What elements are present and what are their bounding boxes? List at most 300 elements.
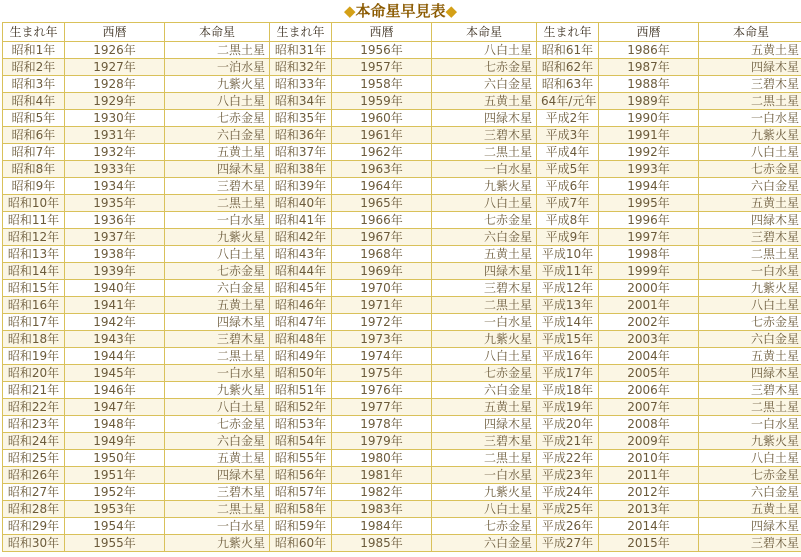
- star-cell: 三碧木星: [699, 535, 801, 552]
- western-year-cell: 1962年: [332, 144, 432, 161]
- birth-year-cell: 昭和5年: [3, 110, 65, 127]
- western-year-cell: 1955年: [65, 535, 165, 552]
- birth-year-cell: 昭和47年: [270, 314, 332, 331]
- birth-year-cell: 昭和20年: [3, 365, 65, 382]
- birth-year-cell: 昭和49年: [270, 348, 332, 365]
- birth-year-cell: 平成20年: [537, 416, 599, 433]
- birth-year-cell: 昭和21年: [3, 382, 65, 399]
- star-cell: 一泊水星: [165, 59, 270, 76]
- star-cell: 二黒土星: [699, 399, 801, 416]
- birth-year-cell: 昭和63年: [537, 76, 599, 93]
- star-cell: 一白水星: [699, 110, 801, 127]
- western-year-cell: 1934年: [65, 178, 165, 195]
- western-year-cell: 1991年: [599, 127, 699, 144]
- star-cell: 九紫火星: [165, 76, 270, 93]
- birth-year-cell: 平成3年: [537, 127, 599, 144]
- birth-year-cell: 昭和3年: [3, 76, 65, 93]
- star-cell: 三碧木星: [699, 382, 801, 399]
- birth-year-cell: 昭和44年: [270, 263, 332, 280]
- western-year-cell: 1946年: [65, 382, 165, 399]
- star-cell: 一白水星: [432, 314, 537, 331]
- star-cell: 八白土星: [699, 450, 801, 467]
- birth-year-cell: 昭和61年: [537, 42, 599, 59]
- star-cell: 一白水星: [432, 161, 537, 178]
- table-row: [3, 110, 801, 127]
- birth-year-cell: 昭和11年: [3, 212, 65, 229]
- birth-year-cell: 昭和6年: [3, 127, 65, 144]
- star-cell: 二黒土星: [699, 93, 801, 110]
- star-cell: 二黒土星: [432, 450, 537, 467]
- birth-year-cell: 昭和8年: [3, 161, 65, 178]
- birth-year-cell: 昭和29年: [3, 518, 65, 535]
- western-year-cell: 1989年: [599, 93, 699, 110]
- birth-year-cell: 平成23年: [537, 467, 599, 484]
- western-year-cell: 2012年: [599, 484, 699, 501]
- star-cell: 九紫火星: [699, 433, 801, 450]
- western-year-cell: 1936年: [65, 212, 165, 229]
- birth-year-cell: 昭和53年: [270, 416, 332, 433]
- western-year-cell: 1975年: [332, 365, 432, 382]
- western-year-cell: 2015年: [599, 535, 699, 552]
- western-year-cell: 1958年: [332, 76, 432, 93]
- diamond-icon: ◆: [445, 2, 458, 20]
- western-year-cell: 1930年: [65, 110, 165, 127]
- western-year-cell: 1976年: [332, 382, 432, 399]
- star-cell: 九紫火星: [165, 382, 270, 399]
- header-birth-year: 生まれ年: [270, 23, 332, 42]
- header-western-year: 西暦: [599, 23, 699, 42]
- star-cell: 一白水星: [165, 518, 270, 535]
- birth-year-cell: 昭和2年: [3, 59, 65, 76]
- table-row: [3, 365, 801, 382]
- star-cell: 八白土星: [699, 297, 801, 314]
- star-cell: 四緑木星: [699, 365, 801, 382]
- star-cell: 一白水星: [432, 467, 537, 484]
- birth-year-cell: 昭和28年: [3, 501, 65, 518]
- table-row: [3, 195, 801, 212]
- title-text: 本命星早見表: [355, 2, 446, 20]
- birth-year-cell: 平成9年: [537, 229, 599, 246]
- star-cell: 九紫火星: [165, 535, 270, 552]
- birth-year-cell: 平成2年: [537, 110, 599, 127]
- western-year-cell: 1968年: [332, 246, 432, 263]
- star-cell: 六白金星: [699, 484, 801, 501]
- star-cell: 九紫火星: [165, 229, 270, 246]
- page-title: [0, 0, 801, 22]
- star-cell: 二黒土星: [432, 144, 537, 161]
- birth-year-cell: 昭和9年: [3, 178, 65, 195]
- western-year-cell: 1974年: [332, 348, 432, 365]
- western-year-cell: 1948年: [65, 416, 165, 433]
- header-star: 本命星: [432, 23, 537, 42]
- birth-year-cell: 昭和43年: [270, 246, 332, 263]
- star-cell: 四緑木星: [165, 161, 270, 178]
- star-cell: 二黒土星: [165, 501, 270, 518]
- star-cell: 九紫火星: [432, 178, 537, 195]
- star-cell: 六白金星: [165, 127, 270, 144]
- star-cell: 八白土星: [432, 42, 537, 59]
- star-cell: 一白水星: [165, 212, 270, 229]
- birth-year-cell: 平成7年: [537, 195, 599, 212]
- table-row: [3, 127, 801, 144]
- star-cell: 四緑木星: [699, 518, 801, 535]
- birth-year-cell: 昭和14年: [3, 263, 65, 280]
- star-cell: 一白水星: [165, 365, 270, 382]
- table-row: [3, 484, 801, 501]
- birth-year-cell: 平成13年: [537, 297, 599, 314]
- birth-year-cell: 昭和25年: [3, 450, 65, 467]
- birth-year-cell: 昭和59年: [270, 518, 332, 535]
- western-year-cell: 1931年: [65, 127, 165, 144]
- header-birth-year: 生まれ年: [537, 23, 599, 42]
- western-year-cell: 1954年: [65, 518, 165, 535]
- table-row: [3, 263, 801, 280]
- table-row: [3, 399, 801, 416]
- western-year-cell: 1979年: [332, 433, 432, 450]
- table-row: [3, 59, 801, 76]
- birth-year-cell: 昭和15年: [3, 280, 65, 297]
- western-year-cell: 1938年: [65, 246, 165, 263]
- western-year-cell: 1996年: [599, 212, 699, 229]
- star-cell: 三碧木星: [165, 484, 270, 501]
- birth-year-cell: 昭和23年: [3, 416, 65, 433]
- birth-year-cell: 平成10年: [537, 246, 599, 263]
- header-star: 本命星: [699, 23, 801, 42]
- table-row: [3, 246, 801, 263]
- western-year-cell: 2007年: [599, 399, 699, 416]
- western-year-cell: 1985年: [332, 535, 432, 552]
- birth-year-cell: 昭和40年: [270, 195, 332, 212]
- birth-year-cell: 昭和27年: [3, 484, 65, 501]
- western-year-cell: 1970年: [332, 280, 432, 297]
- birth-year-cell: 64年/元年: [537, 93, 599, 110]
- western-year-cell: 2000年: [599, 280, 699, 297]
- star-cell: 六白金星: [432, 76, 537, 93]
- star-cell: 五黄土星: [432, 246, 537, 263]
- table-row: [3, 161, 801, 178]
- star-cell: 三碧木星: [165, 331, 270, 348]
- western-year-cell: 1977年: [332, 399, 432, 416]
- birth-year-cell: 昭和7年: [3, 144, 65, 161]
- birth-year-cell: 昭和13年: [3, 246, 65, 263]
- birth-year-cell: 昭和10年: [3, 195, 65, 212]
- western-year-cell: 2011年: [599, 467, 699, 484]
- star-cell: 三碧木星: [432, 127, 537, 144]
- western-year-cell: 1926年: [65, 42, 165, 59]
- star-cell: 三碧木星: [432, 433, 537, 450]
- western-year-cell: 2010年: [599, 450, 699, 467]
- birth-year-cell: 昭和4年: [3, 93, 65, 110]
- star-cell: 六白金星: [432, 535, 537, 552]
- star-cell: 六白金星: [432, 229, 537, 246]
- western-year-cell: 2014年: [599, 518, 699, 535]
- western-year-cell: 1980年: [332, 450, 432, 467]
- header-western-year: 西暦: [65, 23, 165, 42]
- diamond-icon: ◆: [343, 2, 356, 20]
- header-birth-year: 生まれ年: [3, 23, 65, 42]
- western-year-cell: 1990年: [599, 110, 699, 127]
- birth-year-cell: 平成24年: [537, 484, 599, 501]
- star-cell: 七赤金星: [432, 59, 537, 76]
- birth-year-cell: 昭和38年: [270, 161, 332, 178]
- birth-year-cell: 平成19年: [537, 399, 599, 416]
- western-year-cell: 1984年: [332, 518, 432, 535]
- western-year-cell: 1966年: [332, 212, 432, 229]
- star-cell: 五黄土星: [699, 501, 801, 518]
- star-cell: 二黒土星: [165, 42, 270, 59]
- star-cell: 六白金星: [699, 178, 801, 195]
- western-year-cell: 2006年: [599, 382, 699, 399]
- western-year-cell: 1944年: [65, 348, 165, 365]
- star-cell: 七赤金星: [432, 212, 537, 229]
- table-row: [3, 93, 801, 110]
- birth-year-cell: 昭和39年: [270, 178, 332, 195]
- honmeisei-table: [2, 22, 801, 552]
- western-year-cell: 1951年: [65, 467, 165, 484]
- star-cell: 七赤金星: [699, 161, 801, 178]
- star-cell: 八白土星: [165, 93, 270, 110]
- birth-year-cell: 昭和34年: [270, 93, 332, 110]
- birth-year-cell: 昭和33年: [270, 76, 332, 93]
- header-row: [3, 23, 801, 42]
- western-year-cell: 1987年: [599, 59, 699, 76]
- table-row: [3, 433, 801, 450]
- star-cell: 三碧木星: [699, 229, 801, 246]
- western-year-cell: 1933年: [65, 161, 165, 178]
- header-western-year: 西暦: [332, 23, 432, 42]
- western-year-cell: 2009年: [599, 433, 699, 450]
- star-cell: 五黄土星: [165, 450, 270, 467]
- star-cell: 九紫火星: [699, 280, 801, 297]
- western-year-cell: 1956年: [332, 42, 432, 59]
- western-year-cell: 1943年: [65, 331, 165, 348]
- birth-year-cell: 昭和55年: [270, 450, 332, 467]
- star-cell: 四緑木星: [432, 416, 537, 433]
- star-cell: 七赤金星: [165, 416, 270, 433]
- western-year-cell: 1952年: [65, 484, 165, 501]
- western-year-cell: 2003年: [599, 331, 699, 348]
- star-cell: 七赤金星: [432, 365, 537, 382]
- star-cell: 八白土星: [432, 195, 537, 212]
- birth-year-cell: 昭和31年: [270, 42, 332, 59]
- birth-year-cell: 昭和62年: [537, 59, 599, 76]
- western-year-cell: 1964年: [332, 178, 432, 195]
- western-year-cell: 1949年: [65, 433, 165, 450]
- table-row: [3, 212, 801, 229]
- star-cell: 二黒土星: [165, 195, 270, 212]
- western-year-cell: 1994年: [599, 178, 699, 195]
- birth-year-cell: 昭和26年: [3, 467, 65, 484]
- birth-year-cell: 昭和54年: [270, 433, 332, 450]
- western-year-cell: 1929年: [65, 93, 165, 110]
- birth-year-cell: 平成14年: [537, 314, 599, 331]
- table-row: [3, 178, 801, 195]
- birth-year-cell: 昭和30年: [3, 535, 65, 552]
- western-year-cell: 1971年: [332, 297, 432, 314]
- western-year-cell: 1928年: [65, 76, 165, 93]
- western-year-cell: 1932年: [65, 144, 165, 161]
- star-cell: 七赤金星: [165, 263, 270, 280]
- star-cell: 五黄土星: [165, 144, 270, 161]
- western-year-cell: 1997年: [599, 229, 699, 246]
- western-year-cell: 1988年: [599, 76, 699, 93]
- western-year-cell: 1967年: [332, 229, 432, 246]
- birth-year-cell: 平成12年: [537, 280, 599, 297]
- star-cell: 六白金星: [165, 433, 270, 450]
- star-cell: 八白土星: [432, 348, 537, 365]
- star-cell: 二黒土星: [432, 297, 537, 314]
- birth-year-cell: 昭和56年: [270, 467, 332, 484]
- birth-year-cell: 昭和17年: [3, 314, 65, 331]
- birth-year-cell: 昭和16年: [3, 297, 65, 314]
- western-year-cell: 1961年: [332, 127, 432, 144]
- birth-year-cell: 昭和48年: [270, 331, 332, 348]
- western-year-cell: 2004年: [599, 348, 699, 365]
- star-cell: 四緑木星: [165, 314, 270, 331]
- birth-year-cell: 昭和58年: [270, 501, 332, 518]
- star-cell: 一白水星: [699, 263, 801, 280]
- table-row: [3, 416, 801, 433]
- star-cell: 七赤金星: [699, 314, 801, 331]
- birth-year-cell: 平成26年: [537, 518, 599, 535]
- birth-year-cell: 昭和52年: [270, 399, 332, 416]
- star-cell: 四緑木星: [699, 59, 801, 76]
- western-year-cell: 1942年: [65, 314, 165, 331]
- western-year-cell: 1973年: [332, 331, 432, 348]
- table-row: [3, 535, 801, 552]
- birth-year-cell: 昭和46年: [270, 297, 332, 314]
- star-cell: 八白土星: [699, 144, 801, 161]
- star-cell: 五黄土星: [699, 348, 801, 365]
- birth-year-cell: 昭和60年: [270, 535, 332, 552]
- western-year-cell: 1957年: [332, 59, 432, 76]
- table-row: [3, 280, 801, 297]
- western-year-cell: 1978年: [332, 416, 432, 433]
- star-cell: 五黄土星: [165, 297, 270, 314]
- table-row: [3, 297, 801, 314]
- birth-year-cell: 平成22年: [537, 450, 599, 467]
- star-cell: 八白土星: [432, 501, 537, 518]
- birth-year-cell: 昭和12年: [3, 229, 65, 246]
- birth-year-cell: 平成11年: [537, 263, 599, 280]
- birth-year-cell: 昭和42年: [270, 229, 332, 246]
- star-cell: 四緑木星: [165, 467, 270, 484]
- star-cell: 九紫火星: [699, 127, 801, 144]
- star-cell: 五黄土星: [699, 42, 801, 59]
- birth-year-cell: 昭和24年: [3, 433, 65, 450]
- table-row: [3, 501, 801, 518]
- birth-year-cell: 昭和45年: [270, 280, 332, 297]
- table-row: [3, 42, 801, 59]
- star-cell: 一白水星: [699, 416, 801, 433]
- star-cell: 五黄土星: [432, 399, 537, 416]
- western-year-cell: 1959年: [332, 93, 432, 110]
- birth-year-cell: 昭和36年: [270, 127, 332, 144]
- western-year-cell: 1939年: [65, 263, 165, 280]
- star-cell: 七赤金星: [165, 110, 270, 127]
- table-row: [3, 76, 801, 93]
- western-year-cell: 1927年: [65, 59, 165, 76]
- birth-year-cell: 昭和41年: [270, 212, 332, 229]
- star-cell: 九紫火星: [432, 331, 537, 348]
- western-year-cell: 1940年: [65, 280, 165, 297]
- western-year-cell: 2002年: [599, 314, 699, 331]
- birth-year-cell: 平成17年: [537, 365, 599, 382]
- western-year-cell: 1941年: [65, 297, 165, 314]
- table-row: [3, 348, 801, 365]
- birth-year-cell: 平成25年: [537, 501, 599, 518]
- table-row: [3, 450, 801, 467]
- star-cell: 三碧木星: [432, 280, 537, 297]
- birth-year-cell: 昭和18年: [3, 331, 65, 348]
- western-year-cell: 1937年: [65, 229, 165, 246]
- birth-year-cell: 昭和37年: [270, 144, 332, 161]
- star-cell: 七赤金星: [699, 467, 801, 484]
- star-cell: 五黄土星: [432, 93, 537, 110]
- birth-year-cell: 平成6年: [537, 178, 599, 195]
- western-year-cell: 1995年: [599, 195, 699, 212]
- birth-year-cell: 昭和51年: [270, 382, 332, 399]
- birth-year-cell: 昭和22年: [3, 399, 65, 416]
- table-row: [3, 467, 801, 484]
- birth-year-cell: 平成5年: [537, 161, 599, 178]
- western-year-cell: 2001年: [599, 297, 699, 314]
- birth-year-cell: 平成18年: [537, 382, 599, 399]
- western-year-cell: 1947年: [65, 399, 165, 416]
- birth-year-cell: 平成27年: [537, 535, 599, 552]
- western-year-cell: 1993年: [599, 161, 699, 178]
- western-year-cell: 1969年: [332, 263, 432, 280]
- table-row: [3, 229, 801, 246]
- birth-year-cell: 昭和19年: [3, 348, 65, 365]
- western-year-cell: 1983年: [332, 501, 432, 518]
- western-year-cell: 1935年: [65, 195, 165, 212]
- star-cell: 六白金星: [699, 331, 801, 348]
- birth-year-cell: 平成4年: [537, 144, 599, 161]
- header-star: 本命星: [165, 23, 270, 42]
- birth-year-cell: 昭和50年: [270, 365, 332, 382]
- western-year-cell: 1945年: [65, 365, 165, 382]
- western-year-cell: 1963年: [332, 161, 432, 178]
- western-year-cell: 1992年: [599, 144, 699, 161]
- western-year-cell: 1950年: [65, 450, 165, 467]
- birth-year-cell: 平成21年: [537, 433, 599, 450]
- birth-year-cell: 昭和32年: [270, 59, 332, 76]
- star-cell: 五黄土星: [699, 195, 801, 212]
- star-cell: 三碧木星: [699, 76, 801, 93]
- star-cell: 四緑木星: [432, 263, 537, 280]
- western-year-cell: 2008年: [599, 416, 699, 433]
- birth-year-cell: 平成15年: [537, 331, 599, 348]
- western-year-cell: 1965年: [332, 195, 432, 212]
- table-body: [3, 42, 801, 552]
- star-cell: 八白土星: [165, 246, 270, 263]
- table-row: [3, 144, 801, 161]
- western-year-cell: 1972年: [332, 314, 432, 331]
- star-cell: 三碧木星: [165, 178, 270, 195]
- western-year-cell: 1953年: [65, 501, 165, 518]
- western-year-cell: 1981年: [332, 467, 432, 484]
- star-cell: 八白土星: [165, 399, 270, 416]
- western-year-cell: 1999年: [599, 263, 699, 280]
- table-row: [3, 314, 801, 331]
- birth-year-cell: 平成8年: [537, 212, 599, 229]
- birth-year-cell: 平成16年: [537, 348, 599, 365]
- star-cell: 二黒土星: [699, 246, 801, 263]
- star-cell: 六白金星: [165, 280, 270, 297]
- birth-year-cell: 昭和35年: [270, 110, 332, 127]
- western-year-cell: 1960年: [332, 110, 432, 127]
